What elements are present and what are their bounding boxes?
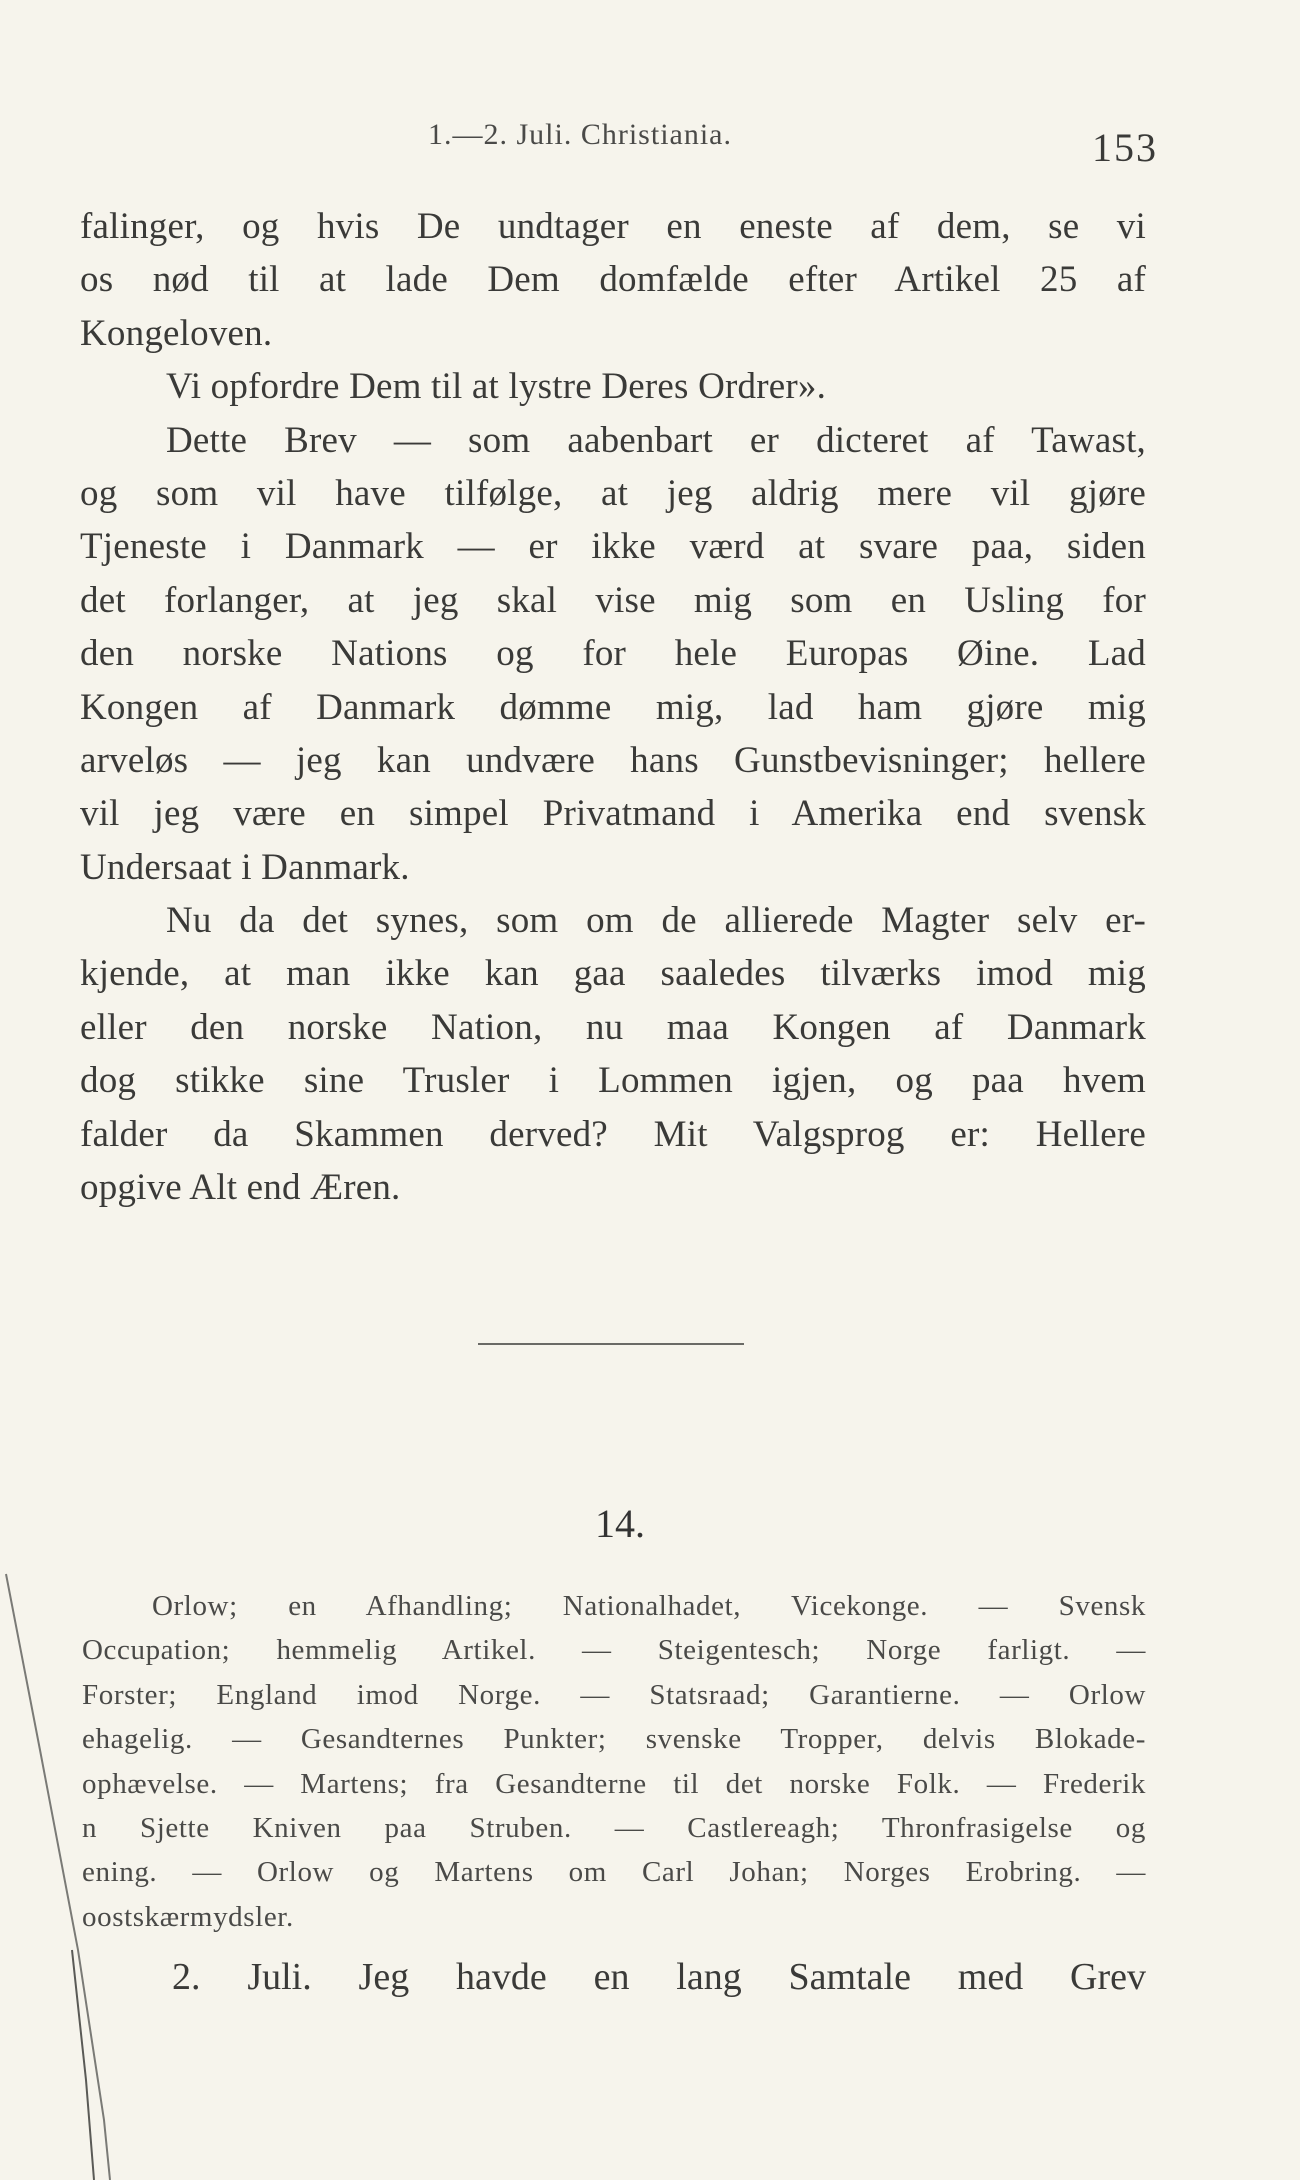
page-number: 153 (1092, 125, 1158, 170)
text-line: Vi opfordre Dem til at lystre Deres Ordrer». (166, 366, 827, 408)
text-line: vil jeg være en simpel Privatmand i Amerika end svensk (80, 793, 1146, 835)
text-line: kjende, at man ikke kan gaa saaledes tilværks imod mig (80, 953, 1146, 995)
summary-line: Occupation; hemmelig Artikel. — Steigentesch; Norge farligt. — (82, 1634, 1146, 1667)
entry-first-line: 2. Juli. Jeg havde en lang Samtale med Grev (172, 1956, 1146, 1998)
text-line: Dette Brev — som aabenbart er dicteret af Tawast, (166, 419, 1146, 461)
summary-line: ophævelse. — Martens; fra Gesandterne til det norske Folk. — Frederik (82, 1767, 1146, 1800)
summary-line: Orlow; en Afhandling; Nationalhadet, Vicekonge. — Svensk (152, 1590, 1146, 1622)
text-line: falinger, og hvis De undtager en eneste af dem, se vi (80, 206, 1146, 247)
text-line: Kongen af Danmark dømme mig, lad ham gjøre mig (80, 686, 1146, 728)
running-title: 1.—2. Juli. Christiania. (428, 118, 732, 151)
chapter-summary (82, 1584, 1146, 1939)
text-line: og som vil have tilfølge, at jeg aldrig mere vil gjøre (80, 472, 1146, 514)
text-line: eller den norske Nation, nu maa Kongen af Danmark (80, 1006, 1146, 1048)
page-header (80, 118, 1158, 178)
text-line: dog stikke sine Trusler i Lommen igjen, og paa hvem (80, 1060, 1146, 1102)
summary-line: n Sjette Kniven paa Struben. — Castlereagh; Thronfrasigelse og (82, 1811, 1146, 1844)
summary-line: oostskærmydsler. (82, 1900, 294, 1933)
text-line: den norske Nations og for hele Europas Øine. Lad (80, 633, 1146, 675)
text-line: Undersaat i Danmark. (80, 846, 410, 888)
body-text (80, 200, 1146, 1214)
text-line: falder da Skammen derved? Mit Valgsprog er: Hellere (80, 1113, 1146, 1155)
text-line: opgive Alt end Æren. (80, 1167, 401, 1209)
section-number: 14. (595, 1501, 645, 1546)
text-line: arveløs — jeg kan undvære hans Gunstbevisninger; hellere (80, 739, 1146, 781)
summary-line: ening. — Orlow og Martens om Carl Johan; Norges Erobring. — (82, 1856, 1146, 1889)
summary-line: Forster; England imod Norge. — Statsraad; Garantierne. — Orlow (82, 1678, 1146, 1711)
text-line: Kongeloven. (80, 312, 273, 354)
page-curl-shadow (0, 1560, 140, 2180)
text-line: Tjeneste i Danmark — er ikke værd at svare paa, siden (80, 526, 1146, 568)
text-line: det forlanger, at jeg skal vise mig som en Usling for (80, 579, 1146, 621)
section-divider (478, 1343, 744, 1345)
text-line: os nød til at lade Dem domfælde efter Artikel 25 af (80, 259, 1146, 301)
summary-line: ehagelig. — Gesandternes Punkter; svenske Tropper, delvis Blokade- (82, 1723, 1146, 1756)
text-line: Nu da det synes, som om de allierede Magter selv er- (166, 900, 1146, 942)
